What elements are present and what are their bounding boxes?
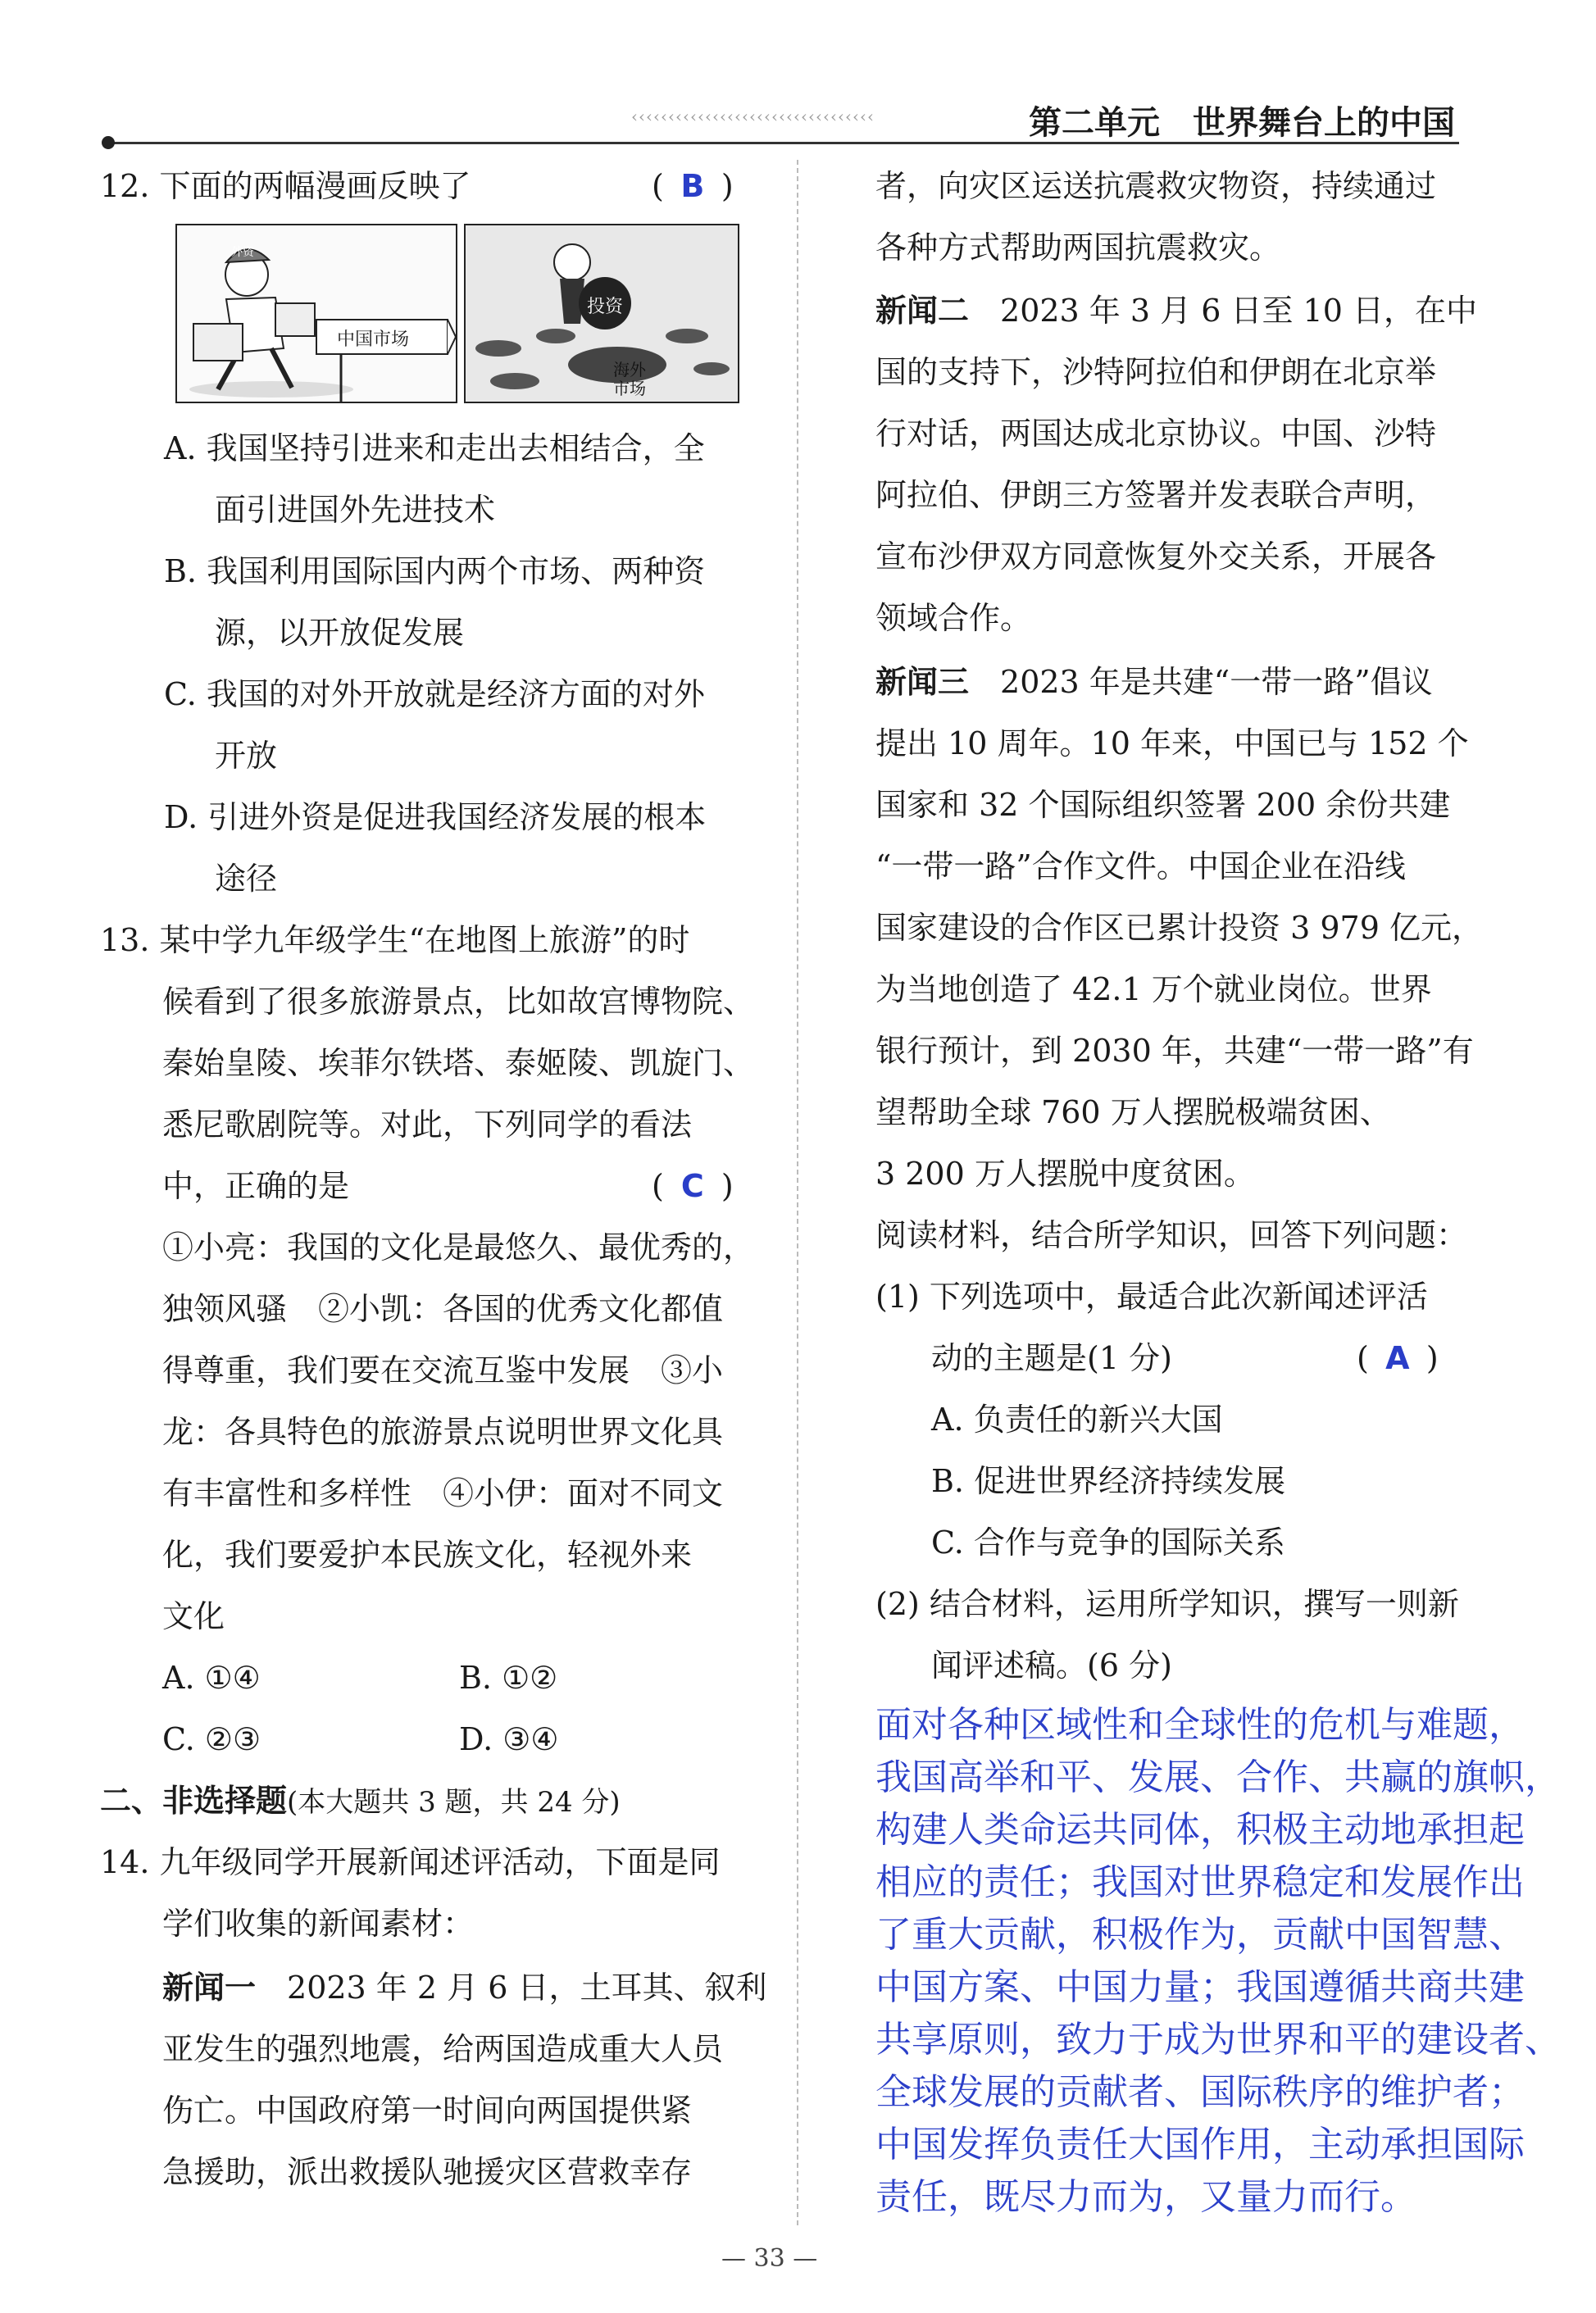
q13-bracket: ( C ) <box>652 1164 734 1208</box>
q14-part1-answer: A <box>1385 1340 1410 1376</box>
answer-line7: 共享原则，致力于成为世界和平的建设者、 <box>875 2019 1561 2061</box>
q12-option-d-line2: 途径 <box>215 861 278 897</box>
q14-part1-option-a: A. 负责任的新兴大国 <box>931 1402 1223 1438</box>
answer-line5: 了重大贡献，积极作为，贡献中国智慧、 <box>875 1914 1525 1956</box>
news2-line2: 国的支持下，沙特阿拉伯和伊朗在北京举 <box>875 354 1437 390</box>
q14-line2: 学们收集的新闻素材： <box>162 1906 475 1942</box>
answer-line2: 我国高举和平、发展、合作、共赢的旗帜， <box>875 1756 1561 1798</box>
q14-part1-bracket: ( A ) <box>1357 1336 1439 1380</box>
q14-part1-line2: 动的主题是(1 分) <box>931 1340 1172 1376</box>
q13-answer: C <box>680 1168 704 1204</box>
cartoon-label-overseas-1: 海外 <box>613 360 646 379</box>
news3-label: 新闻三 <box>875 664 970 700</box>
q13-line4: 悉尼歌剧院等。对此，下列同学的看法 <box>162 1107 693 1143</box>
cartoon-label-invest: 投资 <box>587 297 624 317</box>
answer-line10: 责任，既尽力而为，又量力而行。 <box>875 2176 1416 2218</box>
news1-label: 新闻一 <box>162 1970 257 2006</box>
q13-line2: 候看到了很多旅游景点，比如故宫博物院、 <box>162 984 755 1020</box>
q12-option-c-line2: 开放 <box>215 738 278 774</box>
q13-option-a: A. ①④ <box>162 1660 261 1696</box>
q12-answer: B <box>680 168 705 204</box>
news3-text1: 2023 年是共建“一带一路”倡议 <box>969 664 1433 700</box>
news3-line4: “一带一路”合作文件。中国企业在沿线 <box>875 848 1406 884</box>
section-title <box>100 1779 621 1824</box>
news1-line2: 亚发生的强烈地震，给两国造成重大人员 <box>162 2031 724 2067</box>
q14-part1-line1: (1) 下列选项中，最适合此次新闻述评活 <box>875 1279 1428 1315</box>
q14-part2-line1: (2) 结合材料，运用所学知识，撰写一则新 <box>875 1586 1459 1622</box>
answer-line3: 构建人类命运共同体，积极主动地承担起 <box>875 1809 1525 1851</box>
news3-line1 <box>875 660 1433 704</box>
news1-line1 <box>162 1965 766 2010</box>
q13-line3: 秦始皇陵、埃菲尔铁塔、泰姬陵、凯旋门、 <box>162 1045 755 1081</box>
q13-line5: 中，正确的是 <box>162 1168 350 1204</box>
cartoon-right <box>464 224 739 403</box>
news1-line4: 急援助，派出救援队驰援灾区营救幸存 <box>162 2154 693 2190</box>
q13-option-b: B. ①② <box>459 1660 558 1696</box>
header-dot <box>102 136 115 149</box>
q13-line1: 13. 某中学九年级学生“在地图上旅游”的时 <box>100 922 690 958</box>
cartoon-left <box>175 224 457 403</box>
column-divider <box>797 160 798 2225</box>
news3-line8: 望帮助全球 760 万人摆脱极端贫困、 <box>875 1094 1391 1130</box>
q12-stem: 12. 下面的两幅漫画反映了 <box>100 168 471 204</box>
cartoon-label-overseas-2: 市场 <box>613 379 646 398</box>
q12-option-a-line2: 面引进国外先进技术 <box>215 492 496 528</box>
q13-statement2: 独领风骚 ②小凯：各国的优秀文化都值 <box>162 1291 724 1327</box>
cartoon-left-drawing <box>177 225 456 402</box>
news2-label: 新闻二 <box>875 293 970 329</box>
news3-line9: 3 200 万人摆脱中度贫困。 <box>875 1156 1255 1192</box>
news3-line3: 国家和 32 个国际组织签署 200 余份共建 <box>875 787 1451 823</box>
news1-text1: 2023 年 2 月 6 日，土耳其、叙利 <box>256 1970 767 2006</box>
q14-instruction: 阅读材料，结合所学知识，回答下列问题： <box>875 1217 1468 1253</box>
header-rule <box>107 142 1459 144</box>
q12-option-b-line1: B. 我国利用国际国内两个市场、两种资 <box>164 553 706 589</box>
news3-line7: 银行预计，到 2030 年，共建“一带一路”有 <box>875 1033 1474 1069</box>
answer-line4: 相应的责任；我国对世界稳定和发展作出 <box>875 1861 1525 1903</box>
news1-right-line2: 各种方式帮助两国抗震救灾。 <box>875 229 1281 266</box>
q14-line1: 14. 九年级同学开展新闻述评活动，下面是同 <box>100 1844 721 1880</box>
news2-line6: 领域合作。 <box>875 600 1032 636</box>
news2-text1: 2023 年 3 月 6 日至 10 日，在中 <box>969 293 1477 329</box>
news1-line3: 伤亡。中国政府第一时间向两国提供紧 <box>162 2093 693 2129</box>
header-arrows: ‹‹‹‹‹‹‹‹‹‹‹‹‹‹‹‹‹‹‹‹‹‹‹‹‹‹‹‹‹‹‹‹‹ <box>631 107 875 126</box>
news2-line5: 宣布沙伊双方同意恢复外交关系，开展各 <box>875 538 1437 575</box>
q12-option-c-line1: C. 我国的对外开放就是经济方面的对外 <box>164 676 705 712</box>
cartoon-label-cap: 外资 <box>231 246 254 259</box>
section-title-main: 二、非选择题 <box>100 1783 288 1819</box>
header-unit: 第二单元 <box>1029 104 1160 142</box>
answer-line9: 中国发挥负责任大国作用，主动承担国际 <box>875 2124 1525 2165</box>
answer-line1: 面对各种区域性和全球性的危机与难题， <box>875 1704 1525 1746</box>
header-title: 世界舞台上的中国 <box>1193 104 1455 142</box>
q13-option-d: D. ③④ <box>459 1721 559 1757</box>
news2-line4: 阿拉伯、伊朗三方签署并发表联合声明， <box>875 477 1437 513</box>
q12-bracket: ( B ) <box>652 164 734 208</box>
q13-statement3: 得尊重，我们要在交流互鉴中发展 ③小 <box>162 1352 724 1388</box>
cartoon-label-market: 中国市场 <box>337 329 410 350</box>
q13-option-c: C. ②③ <box>162 1721 261 1757</box>
answer-line8: 全球发展的贡献者、国际秩序的维护者； <box>875 2071 1525 2113</box>
news3-line5: 国家建设的合作区已累计投资 3 979 亿元， <box>875 910 1483 946</box>
q13-statement7: 文化 <box>162 1598 225 1634</box>
q13-statement1: ①小亮：我国的文化是最悠久、最优秀的， <box>162 1229 755 1266</box>
news3-line6: 为当地创造了 42.1 万个就业岗位。世界 <box>875 971 1432 1007</box>
section-title-note: (本大题共 3 题，共 24 分) <box>287 1786 621 1819</box>
page-number: — 33 — <box>721 2244 818 2273</box>
news2-line3: 行对话，两国达成北京协议。中国、沙特 <box>875 416 1437 452</box>
news1-right-line1: 者，向灾区运送抗震救灾物资，持续通过 <box>875 168 1437 204</box>
q14-part2-line2: 闻评述稿。(6 分) <box>931 1647 1172 1684</box>
q13-statement4: 龙：各具特色的旅游景点说明世界文化具 <box>162 1414 724 1450</box>
news2-line1 <box>875 289 1477 333</box>
q12-option-d-line1: D. 引进外资是促进我国经济发展的根本 <box>164 799 707 835</box>
q14-part1-option-b: B. 促进世界经济持续发展 <box>931 1463 1286 1499</box>
q13-statement5: 有丰富性和多样性 ④小伊：面对不同文 <box>162 1475 724 1511</box>
answer-line6: 中国方案、中国力量；我国遵循共商共建 <box>875 1966 1525 2008</box>
q12-option-a-line1: A. 我国坚持引进来和走出去相结合，全 <box>164 430 705 466</box>
q14-part1-option-c: C. 合作与竞争的国际关系 <box>931 1525 1285 1561</box>
q13-statement6: 化，我们要爱护本民族文化，轻视外来 <box>162 1537 693 1573</box>
news3-line2: 提出 10 周年。10 年来，中国已与 152 个 <box>875 725 1469 761</box>
q12-option-b-line2: 源，以开放促发展 <box>215 615 465 651</box>
